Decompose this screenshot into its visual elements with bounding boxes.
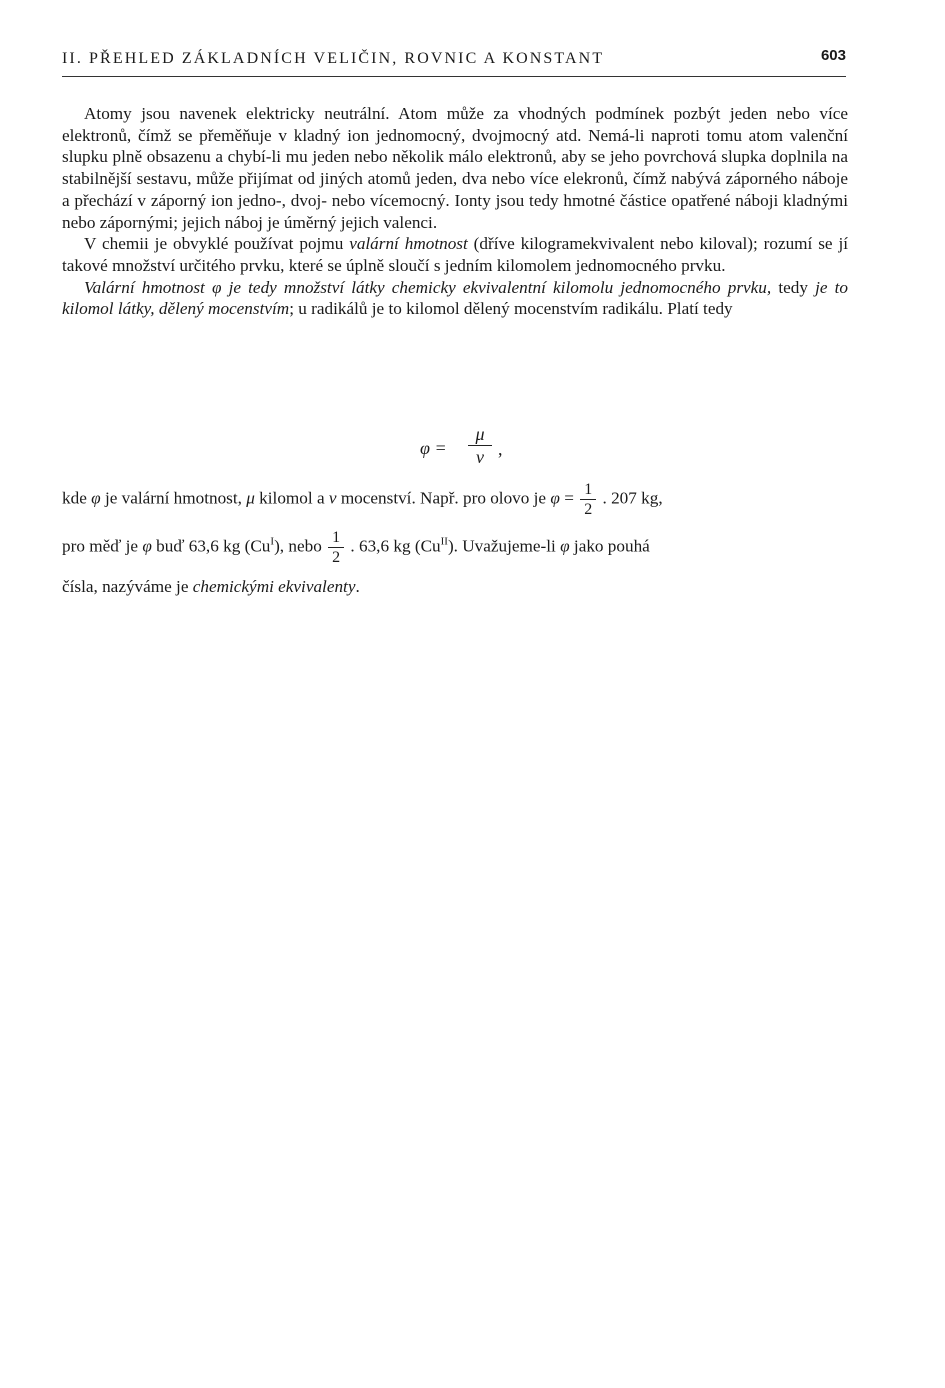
running-head <box>62 47 846 80</box>
term-chemical-equivalents: chemickými ekvivalenty <box>192 577 356 596</box>
definition-text: Valární hmotnost φ je tedy množství látky chemicky ekvivalentní kilomolu jednomocného prvku, <box>84 277 772 297</box>
header-rule <box>62 76 846 77</box>
formula-numerator: μ <box>475 424 485 444</box>
line-copper: pro měď je φ buď 63,6 kg $(Cu^I)$, nebo $\frac{1}{2}$ . 63,6 kg $(Cu^{II})$. Uvažujeme-li φ jako pouhá <box>62 529 650 566</box>
fraction-one-half-2: $\frac{1}{2}$ <box>328 529 344 566</box>
fraction-bar <box>468 445 492 446</box>
formula-fraction <box>468 425 492 466</box>
line-equivalents: čísla, nazýváme je chemickými ekvivalenty. <box>62 577 360 596</box>
definition-text-2: je to kilomol látky, dělený mocenstvím <box>62 277 849 319</box>
paragraph-atoms: Atomy jsou navenek elektricky neutrální. Atom může za vhodných podmínek pozbýt jeden nebo více elektronů, čímž se přeměňuje v kladný ion jednomocný, dvojmocný atd. Nemá-li naproti tomu atom valenční slupku plně obsazenu a chybí-li mu jeden nebo několik málo elektronů, aby se jeho povrchová slupka doplnila na stabilnější sestavu, může přijímat od jiných atomů jeden, dva nebo více elekronů, čímž nabývá záporného náboje a přechází v záporný ion jedno-, dvoj- nebo vícemocný. Ionty jsou tedy hmotné částice opatřené náboji kladnými nebo zápornými; jejich náboj je úměrný jejich valenci. <box>62 104 848 232</box>
paragraph-definition: Valární hmotnost φ je tedy množství látky chemicky ekvivalentní kilomolu jednomocného prvku, tedy je to kilomol látky, dělený mocenstvím; u radikálů je to kilomol dělený mocenstvím radikálu. Platí tedy <box>62 277 849 319</box>
body-text <box>62 103 848 320</box>
line-kde: kde φ je valární hmotnost, μ kilomol a v mocenství. Např. pro olovo je φ = $\frac{1}{2}$ . 207 kg, <box>62 481 663 518</box>
formula-comma: , <box>498 439 503 459</box>
formula-lhs: φ = <box>420 438 447 458</box>
formula-denominator: v <box>476 447 484 467</box>
fraction-one-half: $\frac{1}{2}$ <box>580 481 596 518</box>
page-number: 603 <box>820 47 846 64</box>
chapter-title: II. PŘEHLED ZÁKLADNÍCH VELIČIN, ROVNIC A KONSTANT <box>62 50 605 67</box>
paragraph-valar-mass: V chemii je obvyklé používat pojmu valární hmotnost (dříve kilogramekvivalent nebo kiloval); rozumí se jí takové množství určitého prvku, které se úplně sloučí s jedním kilomolem jednomocného prvku. <box>62 234 848 275</box>
term-valar-mass: valární hmotnost <box>349 234 468 254</box>
